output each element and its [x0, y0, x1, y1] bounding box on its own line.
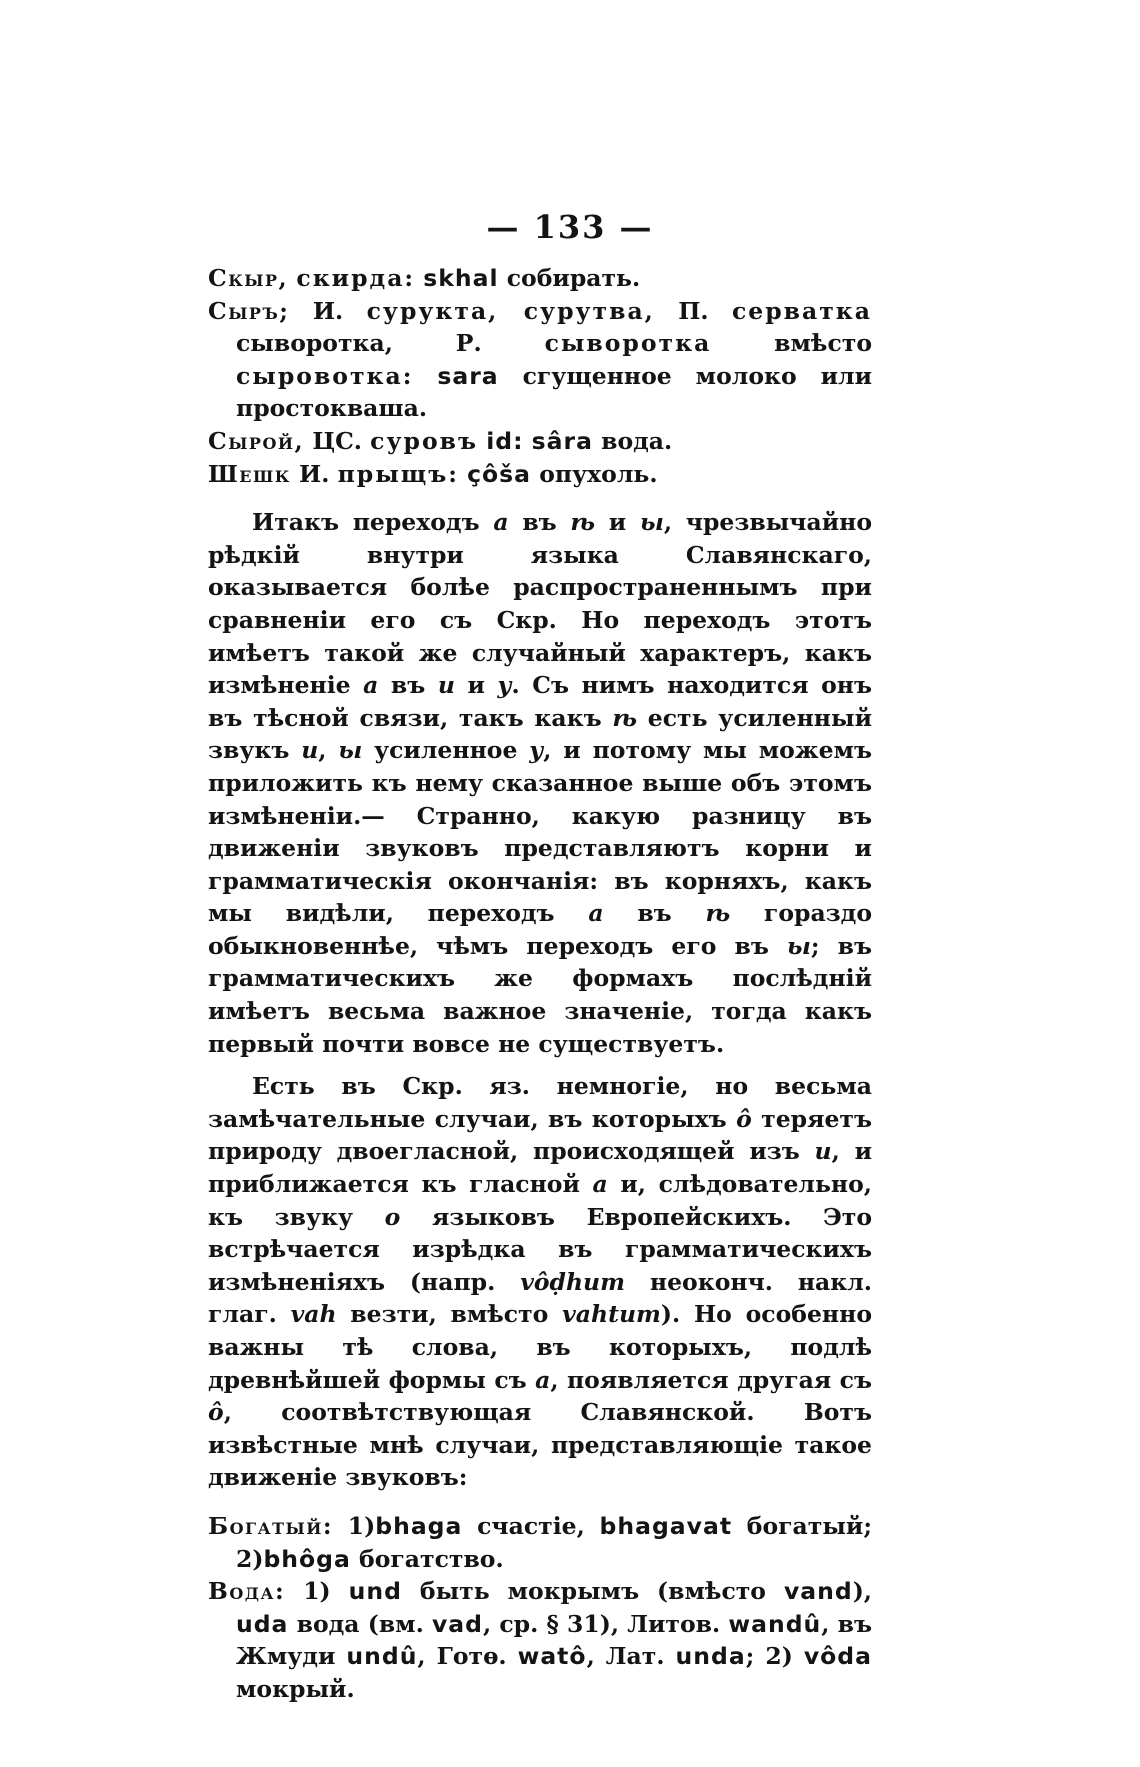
text-run: watô [517, 1642, 587, 1671]
text-column [208, 262, 872, 1706]
entry-headword: Сырой, [208, 426, 305, 455]
text-run: а [592, 1170, 608, 1199]
entry-headword: Вода: [208, 1577, 286, 1606]
text-run: сыворотка, Р. [236, 329, 545, 358]
text-run: а [535, 1365, 551, 1394]
text-run: опухоль. [531, 459, 658, 488]
text-run: id: [486, 426, 524, 455]
text-run: bhôga [263, 1544, 351, 1573]
text-run: , [318, 736, 339, 765]
text-run: ѣ [612, 703, 638, 732]
entry-headword: Богатый: [208, 1511, 334, 1540]
text-run: . Съ нимъ находится онъ въ тѣсной связи, такъ какъ [208, 671, 873, 732]
text-run: ы [786, 931, 811, 960]
text-run: vah [290, 1300, 337, 1329]
text-run: а [493, 508, 509, 537]
text-run: скирда: [296, 264, 416, 292]
text-run: а [363, 671, 379, 700]
text-run: , и потому мы можемъ приложить къ нему сказанное выше объ этомъ измѣненіи.— Странно, какую разницу въ движеніи звуковъ представляютъ корни и грамматическія окончанія: въ корняхъ, какъ мы видѣли, переходъ [208, 736, 872, 928]
text-run: быть мокрымъ (вмѣсто [401, 1577, 784, 1606]
text-run: усиленное [362, 736, 530, 765]
text-run: у [497, 671, 512, 700]
text-run [413, 362, 437, 390]
text-run: сурукта, сурутва, [366, 296, 655, 325]
text-run: bhagavat [599, 1511, 733, 1540]
text-run: wandû [728, 1609, 822, 1638]
text-run: есть усиленный звукъ [208, 703, 872, 765]
text-run: въ [603, 899, 706, 928]
text-run: суровъ [370, 426, 478, 455]
text-run: и [454, 671, 498, 700]
text-run: языковъ Европейскихъ. Это встрѣчается изрѣдка въ грамматическихъ измѣненіяхъ (напр. [208, 1202, 872, 1296]
text-run: вода (вм. [288, 1609, 432, 1638]
text-run: vand [783, 1577, 853, 1606]
text-run: ы [639, 508, 664, 537]
text-run: и [301, 736, 319, 765]
text-run: sara [437, 361, 499, 390]
text-run: богатый; 2) [236, 1511, 873, 1573]
text-run: , въ Жмуди [236, 1609, 872, 1671]
paragraphs [208, 506, 872, 1494]
text-run [523, 427, 531, 455]
text-run: , Лат. [586, 1642, 676, 1671]
dictionary-entry [208, 262, 872, 295]
dictionary-entry [208, 425, 872, 458]
page-number: — 133 — [486, 208, 654, 246]
text-run: vad [431, 1609, 483, 1638]
text-run: ы [338, 736, 363, 765]
text-run: vôda [803, 1642, 872, 1671]
text-run: uda [236, 1609, 289, 1638]
text-run: ѣ [705, 899, 731, 928]
text-run: sâra [531, 426, 593, 455]
text-run: skhal [423, 264, 499, 292]
text-run: ô [736, 1104, 752, 1133]
entries-top [208, 262, 872, 490]
text-run: И. [289, 296, 367, 325]
text-run: 1) [333, 1511, 376, 1540]
text-run: bhaga [375, 1511, 463, 1540]
text-run: собирать. [498, 264, 641, 292]
text-run: прыщъ: [337, 459, 459, 488]
dictionary-entry [208, 458, 872, 491]
text-run [478, 427, 486, 455]
text-run: а [588, 899, 604, 928]
text-run: о [384, 1202, 401, 1231]
text-run: неоконч. накл. глаг. [208, 1267, 872, 1329]
text-run [459, 460, 467, 488]
text-run: ѣ [570, 508, 596, 537]
text-run: богатство. [350, 1544, 504, 1573]
text-run: у [529, 736, 544, 765]
text-run: ; 2) [745, 1642, 804, 1671]
text-run: 1) [285, 1577, 349, 1606]
text-run: ЦС. [304, 426, 371, 455]
text-run: , Готѳ. [417, 1642, 518, 1671]
text-run: unda [675, 1642, 746, 1671]
text-run: И. [290, 459, 338, 488]
text-run: , и приближается къ гласной [208, 1137, 872, 1199]
text-run: и [437, 671, 455, 700]
text-run: вмѣсто [711, 329, 872, 358]
text-run: сыровотка: [236, 361, 414, 390]
dictionary-entry [208, 1575, 872, 1705]
text-run: und [348, 1577, 402, 1606]
text-run: , ср. § 31), Литов. [482, 1609, 729, 1638]
text-run: счастіе, [462, 1511, 600, 1540]
text-run: и [814, 1137, 832, 1166]
text-run: vahtum [562, 1300, 661, 1329]
text-run: , соотвѣтствующая Славянской. Вотъ извѣстные мнѣ случаи, представляющіе такое движеніе звуковъ: [208, 1398, 872, 1492]
text-run: ô [208, 1398, 224, 1427]
dictionary-entry [208, 1510, 872, 1575]
text-run: Итакъ переходъ [252, 508, 494, 537]
text-run: Есть въ Скр. яз. немногіе, но весьма замѣчательные случаи, въ которыхъ [208, 1072, 872, 1133]
text-run: теряетъ природу двоегласной, происходящей изъ [208, 1104, 872, 1166]
text-run: и, слѣдовательно, къ звуку [208, 1170, 872, 1231]
text-run: сыворотка [544, 329, 712, 358]
text-run: ), [852, 1577, 872, 1606]
text-run: сгущенное молоко или простокваша. [236, 361, 873, 423]
text-run: серватка [731, 296, 872, 325]
text-run: ). Но особенно важны тѣ слова, въ которыхъ, подлѣ древнѣйшей формы съ [208, 1300, 872, 1394]
text-run: вода. [592, 426, 673, 455]
body-paragraph [208, 1070, 872, 1494]
entries-bottom [208, 1510, 872, 1706]
text-run: vôḍhum [520, 1267, 625, 1296]
text-run: çôša [467, 459, 532, 488]
text-run: въ [378, 671, 438, 700]
text-run: , появляется другая съ [550, 1365, 872, 1394]
text-run: мокрый. [236, 1674, 355, 1703]
body-paragraph [208, 506, 872, 1060]
text-run: гораздо обыкновеннѣе, чѣмъ переходъ его въ [208, 899, 872, 960]
entry-headword: Шешк [208, 459, 291, 488]
entry-headword: Сыръ; [208, 296, 290, 325]
text-run: , чрезвычайно рѣдкій внутри языка Славянскаго, оказывается болѣе распространеннымъ при сравненіи его съ Скр. Но переходъ этотъ имѣетъ такой же случайный характеръ, какъ измѣненіе [208, 508, 872, 700]
text-run: везти, вмѣсто [336, 1300, 563, 1329]
entry-headword: Скыр, [208, 264, 289, 292]
text-run: П. [654, 296, 732, 325]
text-run: undû [346, 1642, 418, 1671]
text-run: ; въ грамматическихъ же формахъ послѣдній имѣетъ весьма важное значеніе, тогда какъ первый почти вовсе не существуетъ. [208, 931, 873, 1058]
text-run: и [595, 508, 640, 537]
dictionary-entry [208, 295, 872, 425]
text-run: въ [508, 508, 571, 537]
